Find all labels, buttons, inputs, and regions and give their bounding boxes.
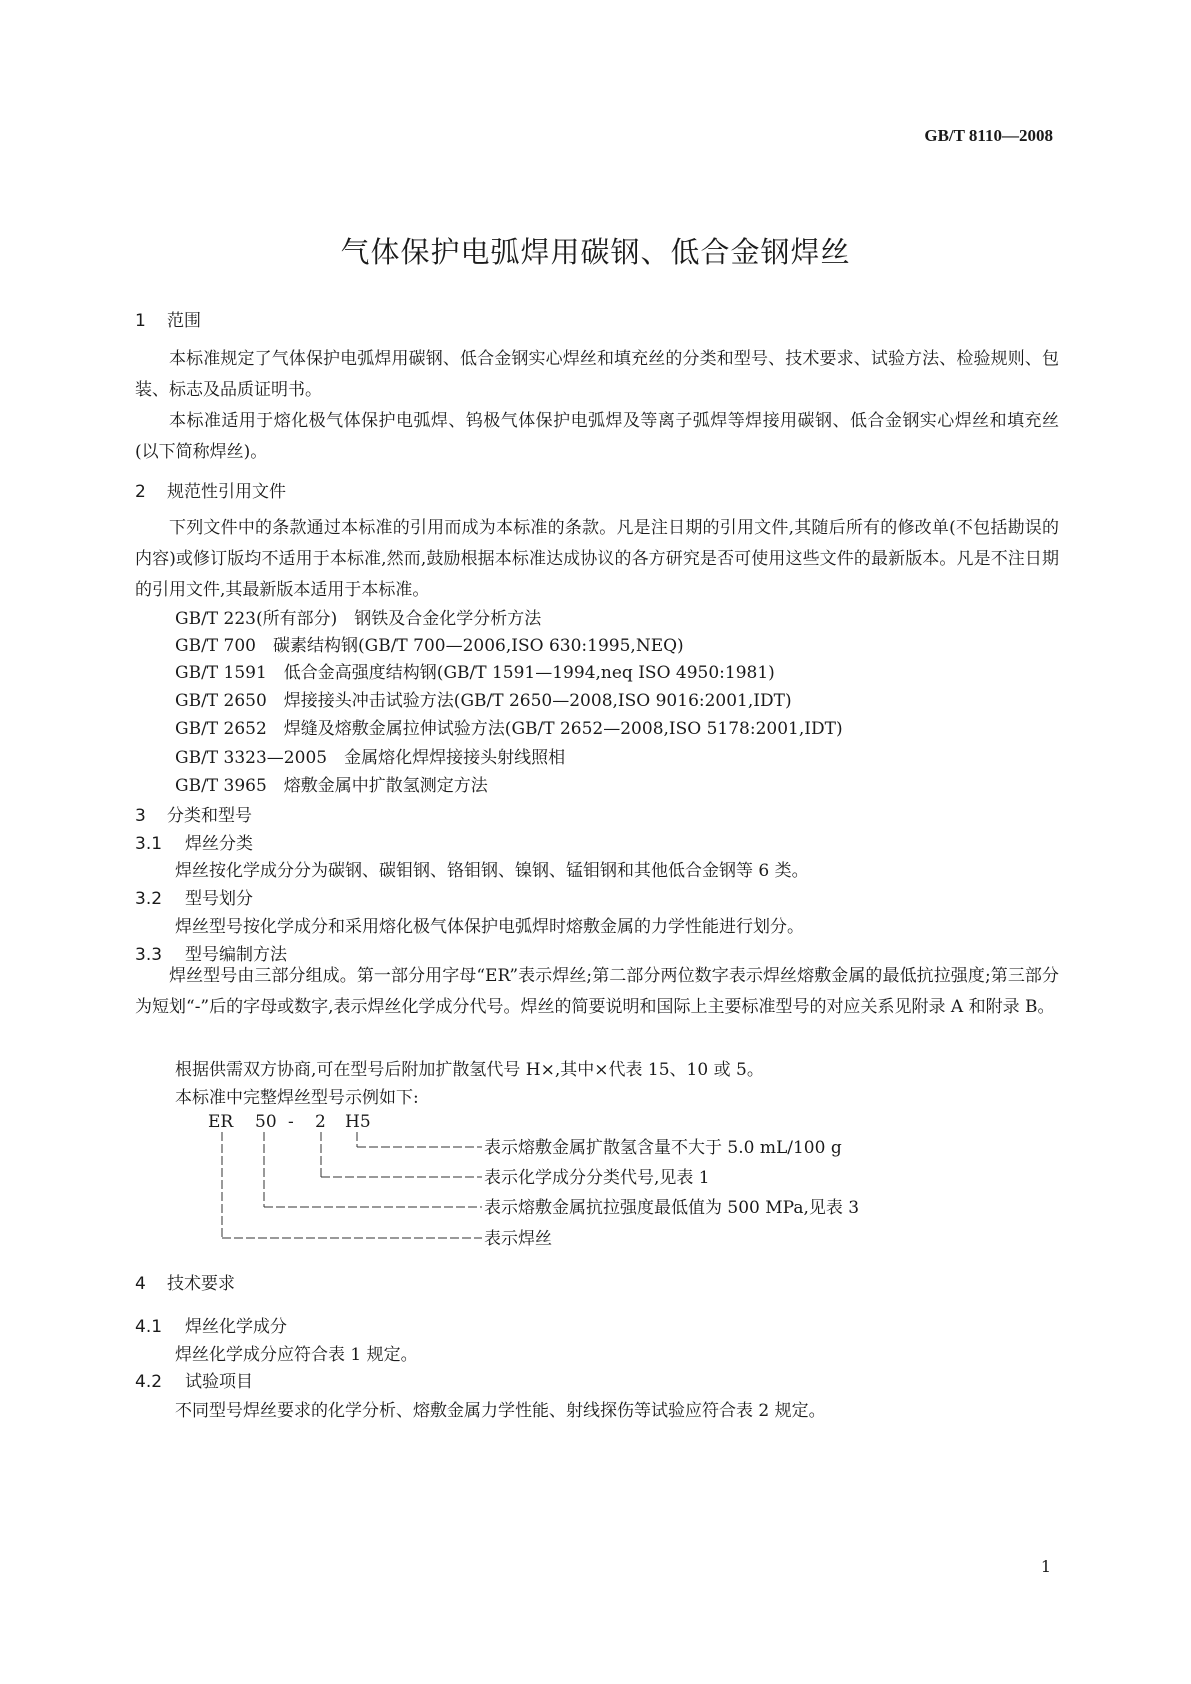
subsection-number: 3.3 [135,945,163,965]
reference-item: GB/T 700 碳素结构钢(GB/T 700—2006,ISO 630:1995,NEQ) [175,636,684,656]
standard-code: GB/T 8110—2008 [924,126,1053,145]
document-title: 气体保护电弧焊用碳钢、低合金钢焊丝 [340,235,851,269]
reference-item: GB/T 1591 低合金高强度结构钢(GB/T 1591—1994,neq ISO 4950:1981) [175,663,775,683]
part-er: ER [208,1112,234,1132]
section-4-2-heading [135,1367,253,1392]
section-number: 3 [135,806,146,826]
reference-item: GB/T 223(所有部分) 钢铁及合金化学分析方法 [175,609,542,629]
subsection-title: 型号划分 [185,889,253,909]
section-3-heading [135,801,252,826]
label-wire: 表示焊丝 [484,1229,552,1249]
section-number: 2 [135,482,146,502]
subsection-number: 3.1 [135,834,163,854]
model-designation-diagram [200,1105,920,1255]
subsection-title: 焊丝分类 [185,834,253,854]
label-tensile-strength: 表示熔敷金属抗拉强度最低值为 500 MPa,见表 3 [484,1198,860,1218]
section-number: 1 [135,311,146,331]
section-3-1-text: 焊丝按化学成分分为碳钢、碳钼钢、铬钼钢、镍钢、锰钼钢和其他低合金钢等 6 类。 [175,861,809,881]
section-1-heading [135,306,201,331]
reference-item: GB/T 3323—2005 金属熔化焊焊接接头射线照相 [175,748,566,768]
section-title: 分类和型号 [167,806,252,826]
section-4-heading [135,1269,235,1294]
section-3-2-text: 焊丝型号按化学成分和采用熔化极气体保护电弧焊时熔敷金属的力学性能进行划分。 [175,917,804,937]
section-1-paragraph-2: 本标准适用于熔化极气体保护电弧焊、钨极气体保护电弧焊及等离子弧焊等焊接用碳钢、低合金钢实心焊丝和填充丝(以下简称焊丝)。 [135,411,1059,462]
label-chemical-code: 表示化学成分分类代号,见表 1 [484,1168,710,1188]
section-4-2-text: 不同型号焊丝要求的化学分析、熔敷金属力学性能、射线探伤等试验应符合表 2 规定。 [175,1401,826,1421]
reference-item: GB/T 2650 焊接接头冲击试验方法(GB/T 2650—2008,ISO 9016:2001,IDT) [175,691,792,711]
section-4-1-heading [135,1312,287,1337]
section-1-paragraph-1: 本标准规定了气体保护电弧焊用碳钢、低合金钢实心焊丝和填充丝的分类和型号、技术要求、试验方法、检验规则、包装、标志及品质证明书。 [135,349,1059,400]
section-number: 4 [135,1274,146,1294]
subsection-title: 型号编制方法 [185,945,287,965]
section-2-paragraph: 下列文件中的条款通过本标准的引用而成为本标准的条款。凡是注日期的引用文件,其随后所有的修改单(不包括勘误的内容)或修订版均不适用于本标准,然而,鼓励根据本标准达成协议的各方研究是否可使用这些文件的最新版本。凡是不注日期的引用文件,其最新版本适用于本标准。 [135,518,1059,600]
section-title: 范围 [167,311,201,331]
section-title: 规范性引用文件 [167,482,286,502]
part-2: 2 [315,1112,326,1132]
section-3-1-heading [135,829,253,854]
section-3-3-paragraph-2: 根据供需双方协商,可在型号后附加扩散氢代号 H×,其中×代表 15、10 或 5。 [175,1060,764,1080]
subsection-number: 4.1 [135,1317,163,1337]
part-dash: - [288,1112,294,1132]
section-3-2-heading [135,884,253,909]
subsection-title: 试验项目 [185,1372,253,1392]
section-3-3-paragraph-1: 焊丝型号由三部分组成。第一部分用字母“ER”表示焊丝;第二部分两位数字表示焊丝熔敷金属的最低抗拉强度;第三部分为短划“-”后的字母或数字,表示焊丝化学成分代号。焊丝的简要说明和国际上主要标准型号的对应关系见附录 A 和附录 B。 [135,966,1059,1017]
label-hydrogen: 表示熔敷金属扩散氢含量不大于 5.0 mL/100 g [484,1138,842,1158]
part-50: 50 [255,1112,277,1132]
reference-item: GB/T 2652 焊缝及熔敷金属拉伸试验方法(GB/T 2652—2008,ISO 5178:2001,IDT) [175,719,843,739]
subsection-number: 4.2 [135,1372,163,1392]
reference-item: GB/T 3965 熔敷金属中扩散氢测定方法 [175,776,488,796]
page-number: 1 [1040,1557,1051,1576]
part-h5: H5 [345,1112,371,1132]
section-2-heading [135,477,286,502]
subsection-title: 焊丝化学成分 [185,1317,287,1337]
subsection-number: 3.2 [135,889,163,909]
section-3-3-paragraph-3: 本标准中完整焊丝型号示例如下: [175,1088,419,1108]
section-4-1-text: 焊丝化学成分应符合表 1 规定。 [175,1345,418,1365]
section-title: 技术要求 [167,1274,235,1294]
